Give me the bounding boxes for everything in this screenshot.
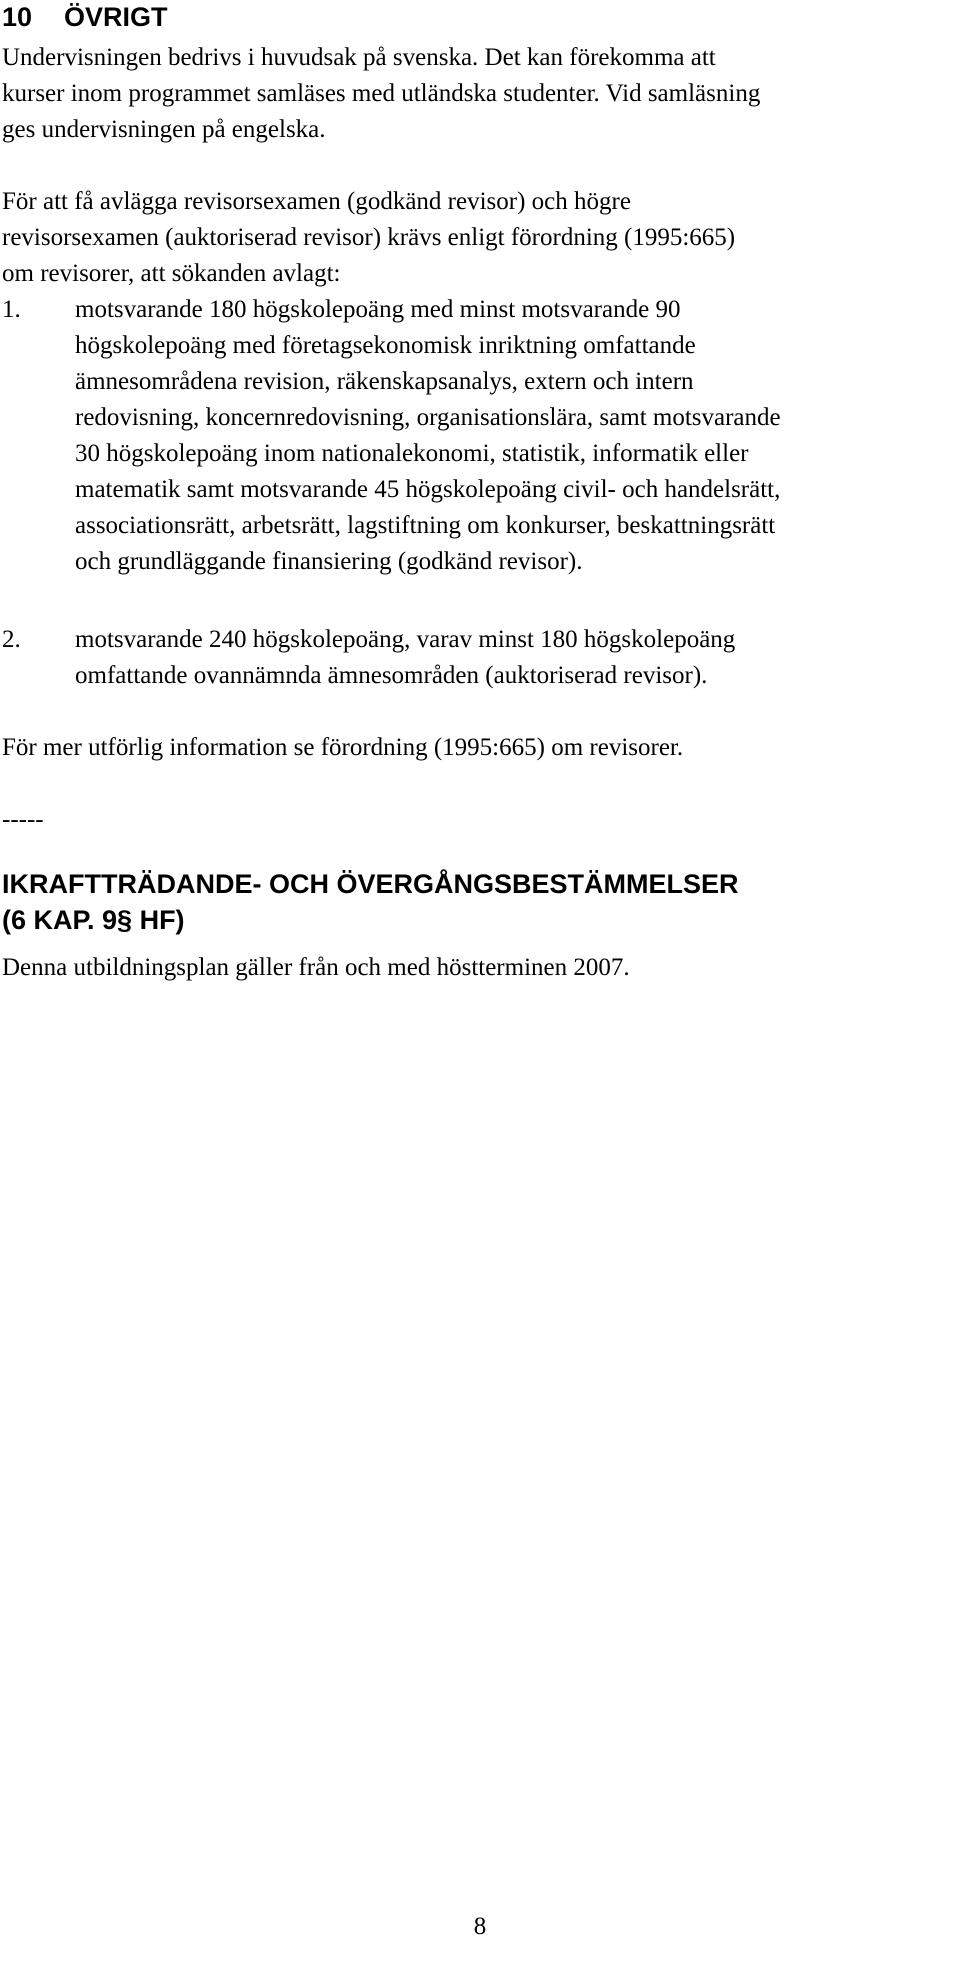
paragraph-line: kurser inom programmet samläses med utländska studenter. Vid samläsning (2, 80, 761, 107)
transition-text: Denna utbildningsplan gäller från och med höstterminen 2007. (2, 954, 630, 981)
section-heading (2, 0, 168, 34)
list-marker: 1. (2, 296, 21, 323)
paragraph-line: om revisorer, att sökanden avlagt: (2, 260, 341, 287)
list-item-line: associationsrätt, arbetsrätt, lagstiftning om konkurser, beskattningsrätt (75, 512, 776, 539)
transition-heading-line: IKRAFTTRÄDANDE- OCH ÖVERGÅNGSBESTÄMMELSER (2, 869, 739, 899)
list-item-line: motsvarande 240 högskolepoäng, varav minst 180 högskolepoäng (75, 626, 736, 653)
list-marker: 2. (2, 626, 21, 653)
list-item-line: ämnesområdena revision, räkenskapsanalys, extern och intern (75, 368, 694, 395)
more-info-paragraph: För mer utförlig information se förordning (1995:665) om revisorer. (2, 734, 684, 761)
list-item-line: motsvarande 180 högskolepoäng med minst motsvarande 90 (75, 296, 681, 323)
list-item-line: 30 högskolepoäng inom nationalekonomi, statistik, informatik eller (75, 440, 749, 467)
list-item-line: matematik samt motsvarande 45 högskolepoäng civil- och handelsrätt, (75, 476, 781, 503)
section-title: ÖVRIGT (64, 2, 168, 32)
transition-heading (2, 866, 739, 938)
separator-line: ----- (2, 806, 44, 833)
section-number: 10 (2, 2, 33, 32)
list-item-line: redovisning, koncernredovisning, organisationslära, samt motsvarande (75, 404, 781, 431)
list-item-body (75, 292, 955, 580)
list-item-line: omfattande ovannämnda ämnesområden (auktoriserad revisor). (75, 662, 708, 689)
paragraph-line: ges undervisningen på engelska. (2, 116, 326, 143)
degree-requirements-paragraph (2, 184, 952, 292)
paragraph-line: Undervisningen bedrivs i huvudsak på svenska. Det kan förekomma att (2, 44, 716, 71)
page-number: 8 (473, 1913, 487, 1940)
list-item-body (75, 622, 955, 694)
paragraph-line: För att få avlägga revisorsexamen (godkänd revisor) och högre (2, 188, 631, 215)
paragraph-line: revisorsexamen (auktoriserad revisor) krävs enligt förordning (1995:665) (2, 224, 736, 251)
transition-heading-line: (6 KAP. 9§ HF) (2, 905, 185, 935)
list-item-line: högskolepoäng med företagsekonomisk inriktning omfattande (75, 332, 696, 359)
list-item-line: och grundläggande finansiering (godkänd revisor). (75, 548, 583, 575)
language-paragraph (2, 40, 952, 148)
